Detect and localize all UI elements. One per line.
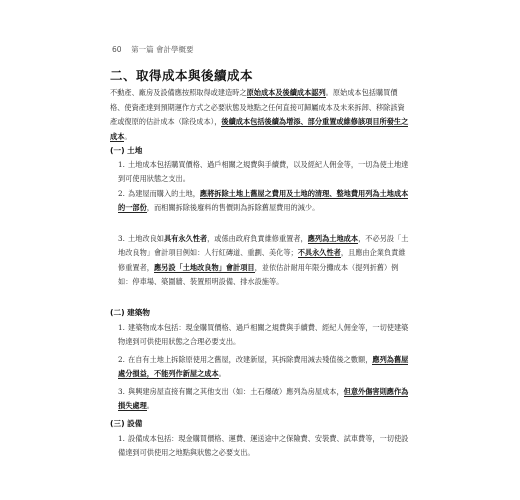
item-bold-1: 應將拆除土地上舊屋之費用及土地的清理、整地費用列為土地成本的一部份	[118, 189, 409, 213]
item-text-5: ，並依估計耐用年限分攤成本（提列折舊）例如：停車場、築圍牆、裝置照明設備、排水設施等。	[118, 262, 399, 287]
building-item-3	[118, 385, 410, 414]
item-text-2: 。	[146, 401, 154, 411]
item-bold-2: 應列為土地成本	[307, 234, 359, 243]
page-number: 60	[112, 45, 122, 54]
item-number: 3.	[118, 234, 125, 243]
item-number: 1.	[118, 323, 125, 332]
item-text-1: 在自有土地上拆除原使用之舊屋，改建新屋，其拆除費用減去殘值後之數額，	[128, 355, 373, 364]
intro-bold-2: 後續成本包括後續為增添、部分重置或維修該項目所發生之成本	[110, 117, 409, 141]
land-item-1	[118, 158, 410, 187]
intro-text-2: 。原始成本包括購買價格、使資產達到預期運作方式之必要狀態及地點之任何直接可歸屬成本及未來拆卸、移除該資產或復原的估計成本（除役成本），	[110, 88, 405, 127]
item-text-2: ，而相關拆除後廢料的售價則為拆除舊屋費用的減少。	[146, 203, 320, 213]
item-text: 設備成本包括：現金購買價格、運費、運送途中之保險費、安裝費、試車費等，一切使設備達到可供使用之地點與狀態之必要支出。	[118, 434, 409, 458]
item-number: 3.	[118, 387, 125, 396]
page-header	[112, 44, 193, 55]
item-bold-1: 具有永久性者	[163, 234, 208, 243]
item-text-2: ，或係由政府負責維修重置者，	[207, 234, 308, 243]
land-item-2	[118, 187, 410, 216]
intro-bold-1: 原始成本及後續成本認列	[246, 88, 326, 97]
item-bold-4: 應另設「土地改良物」會計項目	[153, 262, 255, 272]
intro-paragraph	[110, 86, 410, 144]
item-bold-1: 應列為舊屋處分損益，不能列作新屋之成本	[118, 355, 409, 379]
subheading-equipment: (三) 設備	[110, 419, 143, 428]
section-title: 二、取得成本與後續成本	[110, 68, 254, 83]
chapter-title: 第一篇 會計學概要	[131, 45, 194, 54]
item-number: 2.	[118, 189, 125, 198]
equipment-item-1	[118, 432, 410, 461]
subheading-building: (二) 建築物	[110, 308, 150, 317]
item-number: 1.	[118, 434, 125, 443]
intro-text-3: 。	[124, 131, 132, 141]
item-text-3: ，不必另設「土地改良物」會計項目例如：人行紅磚道、重劃、美化等；	[118, 234, 409, 258]
subheading-land: (一) 土地	[110, 146, 143, 155]
item-text: 土地成本包括購買價格、過戶相關之規費與手續費，以及經紀人佣金等，一切為使土地達到可使用狀態之支出。	[118, 160, 409, 184]
land-item-3	[118, 232, 410, 290]
item-number: 1.	[118, 160, 125, 169]
item-text-1: 土地改良如	[128, 234, 164, 243]
item-text-1: 與興建房屋直接有關之其他支出（如：土石爆破）應列為房屋成本，	[128, 387, 344, 396]
item-text: 建築物成本包括：現金購買價格、過戶相關之規費與手續費、經紀人佣金等，一切使建築物達到可供使用狀態之合理必要支出。	[118, 323, 409, 347]
item-text-2: 。	[218, 369, 226, 379]
item-text-4: ，且應由企業負責維修重置者，	[118, 248, 406, 272]
building-item-2	[118, 353, 410, 382]
item-bold-3: 不具永久性者	[297, 248, 341, 258]
building-item-1	[118, 321, 410, 350]
intro-text-1: 不動產、廠房及設備應按照取得或建造時之	[110, 88, 247, 97]
item-text-1: 為建屋而購入的土地，	[128, 189, 200, 198]
item-bold-1: 但意外傷害則應作為損失處理	[118, 387, 409, 411]
item-number: 2.	[118, 355, 125, 364]
